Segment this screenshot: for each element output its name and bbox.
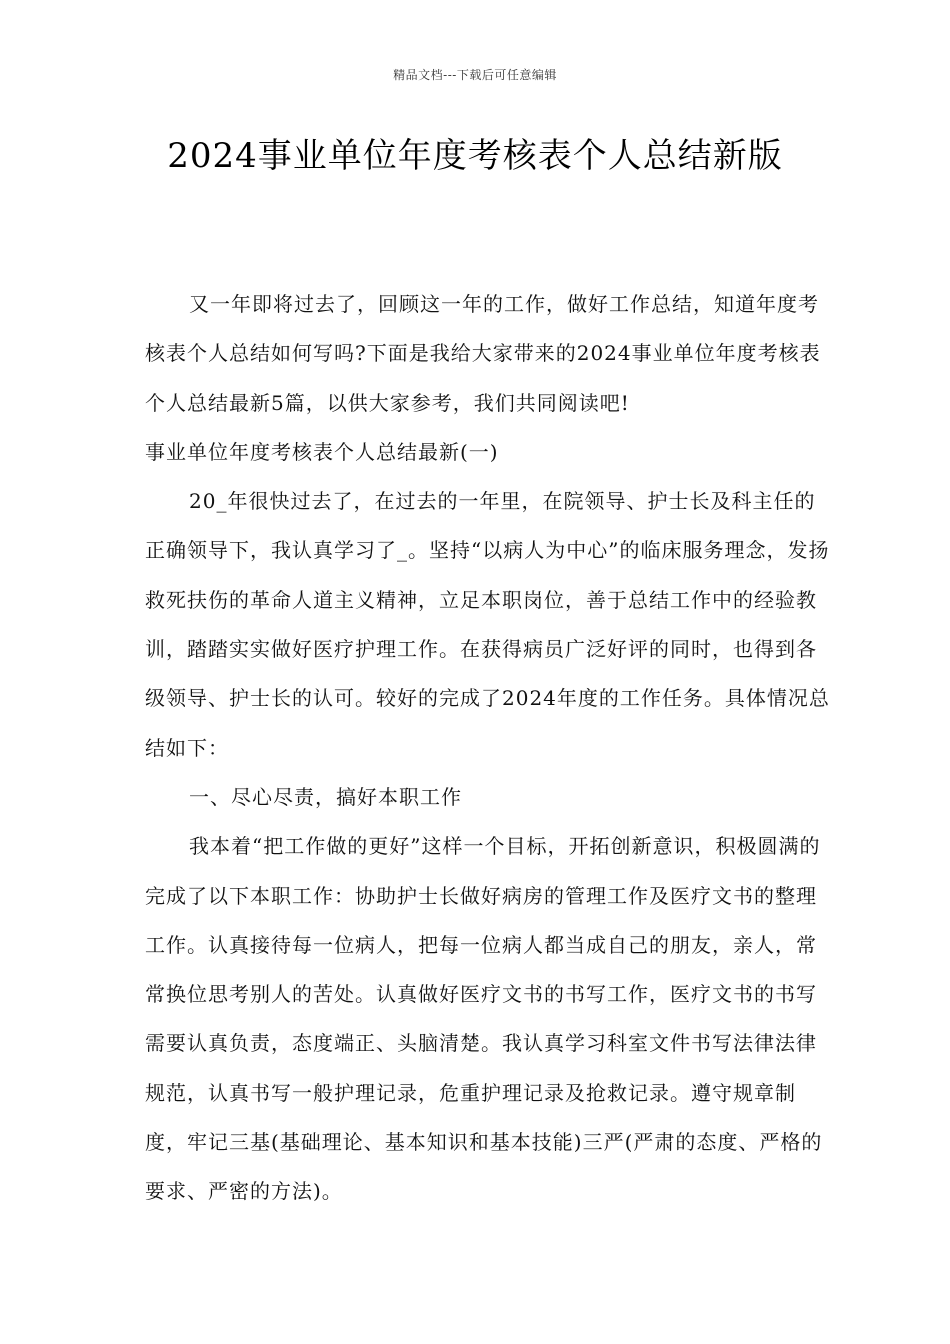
document-body (145, 280, 835, 1217)
paragraph-summary: 20_年很快过去了，在过去的一年里，在院领导、护士长及科主任的正确领导下，我认真学习了_。坚持“以病人为中心”的临床服务理念，发扬救死扶伤的革命人道主义精神，立足本职岗位，善于总结工作中的经验教训，踏踏实实做好医疗护理工作。在获得病员广泛好评的同时，也得到各级领导、护士长的认可。较好的完成了2024年度的工作任务。具体情况总结如下： (145, 489, 830, 760)
header-note: 精品文档---下载后可任意编辑 (393, 68, 557, 82)
section-heading: 事业单位年度考核表个人总结最新(一) (145, 439, 499, 464)
paragraph-intro: 又一年即将过去了，回顾这一年的工作，做好工作总结，知道年度考核表个人总结如何写吗?下面是我给大家带来的2024事业单位年度考核表个人总结最新5篇，以供大家参考，我们共同阅读吧! (145, 292, 821, 415)
document-title: 2024事业单位年度考核表个人总结新版 (167, 136, 783, 176)
subsection-heading: 一、尽心尽责，搞好本职工作 (189, 784, 462, 809)
paragraph-duties: 我本着“把工作做的更好”这样一个目标，开拓创新意识，积极圆满的完成了以下本职工作：协助护士长做好病房的管理工作及医疗文书的整理工作。认真接待每一位病人，把每一位病人都当成自己的朋友，亲人，常常换位思考别人的苦处。认真做好医疗文书的书写工作，医疗文书的书写需要认真负责，态度端正、头脑清楚。我认真学习科室文件书写法律法律规范，认真书写一般护理记录，危重护理记录及抢救记录。遵守规章制度，牢记三基(基础理论、基本知识和基本技能)三严(严肃的态度、严格的要求、严密的方法)。 (145, 834, 823, 1204)
